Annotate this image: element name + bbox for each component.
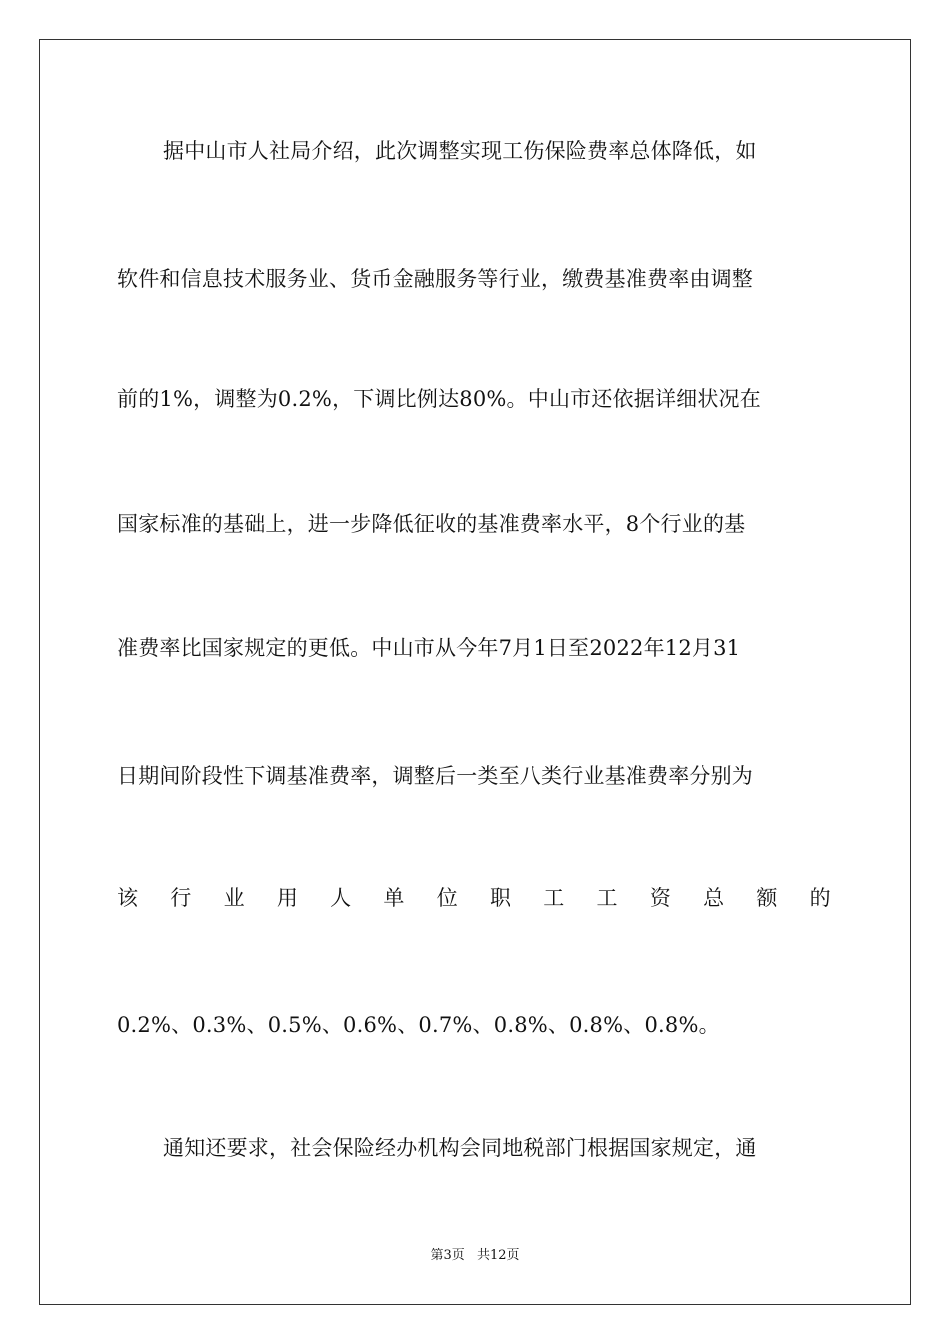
spread-char: 位 [436, 886, 458, 910]
paragraph-line-3: 前的1%，调整为0.2%，下调比例达80%。中山市还依据详细状况在 [117, 387, 761, 411]
spread-char: 职 [489, 886, 512, 910]
spread-char: 额 [756, 886, 778, 910]
spread-char: 的 [809, 886, 831, 910]
spread-char: 行 [170, 886, 192, 910]
page-border [39, 39, 911, 1305]
paragraph-line-4: 国家标准的基础上，进一步降低征收的基准费率水平，8个行业的基 [117, 512, 746, 536]
paragraph-line-7 [117, 883, 831, 913]
spread-char: 用 [276, 886, 299, 910]
page-number: 第3页 [430, 1248, 465, 1263]
paragraph-line-6: 日期间阶段性下调基准费率，调整后一类至八类行业基准费率分别为 [117, 764, 753, 788]
spread-char: 人 [330, 886, 352, 910]
page-footer [0, 1247, 950, 1265]
spread-char: 资 [649, 886, 672, 910]
paragraph-line-1: 据中山市人社局介绍，此次调整实现工伤保险费率总体降低，如 [163, 139, 757, 163]
spread-char: 该 [117, 886, 139, 910]
paragraph2-line-1: 通知还要求，社会保险经办机构会同地税部门根据国家规定，通 [163, 1136, 757, 1160]
paragraph-line-2: 软件和信息技术服务业、货币金融服务等行业，缴费基准费率由调整 [117, 267, 753, 291]
page-total: 共12页 [476, 1248, 520, 1263]
spread-char: 工 [596, 886, 618, 910]
paragraph-line-8: 0.2%、0.3%、0.5%、0.6%、0.7%、0.8%、0.8%、0.8%。 [117, 1013, 720, 1037]
spread-char: 总 [703, 886, 725, 910]
paragraph-line-5: 准费率比国家规定的更低。中山市从今年7月1日至2022年12月31 [117, 636, 741, 660]
spread-char: 单 [383, 886, 405, 910]
spread-char: 业 [223, 886, 245, 910]
spread-char: 工 [543, 886, 565, 910]
